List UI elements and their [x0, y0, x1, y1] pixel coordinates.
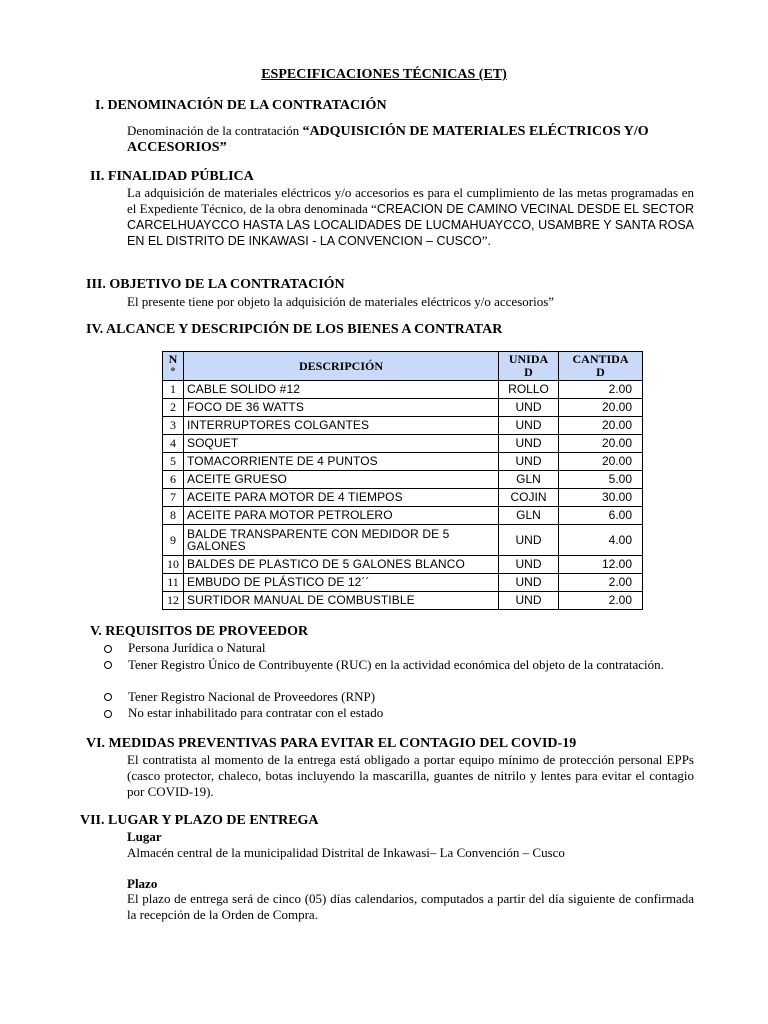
- table-row: [163, 417, 643, 435]
- row-quantity: 20.00: [559, 435, 643, 453]
- section-7-heading: VII. LUGAR Y PLAZO DE ENTREGA: [80, 813, 319, 828]
- row-unit: GLN: [499, 507, 559, 525]
- row-unit: UND: [499, 453, 559, 471]
- row-unit: UND: [499, 399, 559, 417]
- row-quantity: 2.00: [559, 381, 643, 399]
- table-row: [163, 435, 643, 453]
- row-quantity: 2.00: [559, 574, 643, 592]
- bullet-icon: [104, 661, 112, 669]
- table-row: [163, 471, 643, 489]
- table-row: [163, 525, 643, 556]
- row-quantity: 20.00: [559, 453, 643, 471]
- row-number: 7: [163, 489, 184, 507]
- row-description: BALDE TRANSPARENTE CON MEDIDOR DE 5 GALONES: [184, 525, 499, 556]
- list-item: Tener Registro Único de Contribuyente (RUC) en la actividad económica del objeto de la contratación.: [128, 657, 664, 672]
- bullet-icon: [104, 645, 112, 653]
- bullet-icon: [104, 693, 112, 701]
- section-1-heading: I. DENOMINACIÓN DE LA CONTRATACIÓN: [95, 98, 387, 113]
- table-row: [163, 574, 643, 592]
- table-row: [163, 592, 643, 610]
- denomination-name-line1: “ADQUISICIÓN DE MATERIALES ELÉCTRICOS Y/O: [302, 124, 649, 139]
- row-description: CABLE SOLIDO #12: [184, 381, 499, 399]
- row-quantity: 12.00: [559, 556, 643, 574]
- row-unit: UND: [499, 417, 559, 435]
- table-row: [163, 399, 643, 417]
- table-header-row: [163, 352, 643, 381]
- row-description: SURTIDOR MANUAL DE COMBUSTIBLE: [184, 592, 499, 610]
- row-number: 9: [163, 525, 184, 556]
- section-6-text: El contratista al momento de la entrega está obligado a portar equipo mínimo de protección personal EPPs (casco protector, chaleco, botas incluyendo la mascarilla, guantes de nitrilo y lentes para evitar el contagio por COVID-19).: [127, 752, 694, 799]
- row-unit: UND: [499, 574, 559, 592]
- row-quantity: 5.00: [559, 471, 643, 489]
- row-description: TOMACORRIENTE DE 4 PUNTOS: [184, 453, 499, 471]
- section-2-text-part1: La adquisición de materiales eléctricos y/o accesorios es para el cumplimiento de las metas programadas en el Expediente Técnico, de la obra denominada “: [127, 185, 694, 216]
- materials-table: [162, 351, 643, 610]
- place-label: Lugar: [127, 829, 162, 844]
- row-quantity: 20.00: [559, 417, 643, 435]
- row-unit: UND: [499, 525, 559, 556]
- row-number: 8: [163, 507, 184, 525]
- row-number: 10: [163, 556, 184, 574]
- section-1-denomination-line2: [127, 139, 227, 156]
- row-number: 4: [163, 435, 184, 453]
- section-4-heading: IV. ALCANCE Y DESCRIPCIÓN DE LOS BIENES A CONTRATAR: [86, 322, 503, 337]
- row-unit: GLN: [499, 471, 559, 489]
- row-description: SOQUET: [184, 435, 499, 453]
- row-number: 2: [163, 399, 184, 417]
- row-unit: ROLLO: [499, 381, 559, 399]
- row-unit: UND: [499, 592, 559, 610]
- table-row: [163, 556, 643, 574]
- row-description: FOCO DE 36 WATTS: [184, 399, 499, 417]
- section-3-heading: III. OBJETIVO DE LA CONTRATACIÓN: [86, 277, 345, 292]
- document-title: ESPECIFICACIONES TÉCNICAS (ET): [261, 67, 507, 82]
- place-text: Almacén central de la municipalidad Distrital de Inkawasi– La Convención – Cusco: [127, 845, 565, 860]
- row-quantity: 2.00: [559, 592, 643, 610]
- denomination-name-line2: ACCESORIOS”: [127, 140, 227, 155]
- section-2-heading: II. FINALIDAD PÚBLICA: [90, 169, 254, 184]
- denomination-lead: Denominación de la contratación: [127, 123, 300, 138]
- row-quantity: 6.00: [559, 507, 643, 525]
- row-description: INTERRUPTORES COLGANTES: [184, 417, 499, 435]
- table-row: [163, 507, 643, 525]
- header-no: N º: [163, 352, 184, 381]
- section-1-denomination: [127, 123, 717, 140]
- row-description: BALDES DE PLASTICO DE 5 GALONES BLANCO: [184, 556, 499, 574]
- row-number: 5: [163, 453, 184, 471]
- row-description: ACEITE PARA MOTOR DE 4 TIEMPOS: [184, 489, 499, 507]
- row-description: ACEITE PARA MOTOR PETROLERO: [184, 507, 499, 525]
- bullet-icon: [104, 710, 112, 718]
- term-text: El plazo de entrega será de cinco (05) días calendarios, computados a partir del día siguiente de confirmada la recepción de la Orden de Compra.: [127, 891, 694, 922]
- section-2-text-part3: ”.: [481, 233, 491, 248]
- row-unit: UND: [499, 556, 559, 574]
- header-quantity: CANTIDA D: [559, 352, 643, 381]
- table-row: [163, 381, 643, 399]
- section-2-project-name: CREACION DE CAMINO VECINAL DESDE EL SECTOR CARCELHUAYCCO HASTA LAS LOCALIDADES DE LUCMAHUAYCCO, USAMBRE Y SANTA ROSA EN EL DISTRITO DE INKAWASI - LA CONVENCION – CUSCO: [127, 202, 694, 248]
- row-unit: COJIN: [499, 489, 559, 507]
- section-6-heading: VI. MEDIDAS PREVENTIVAS PARA EVITAR EL CONTAGIO DEL COVID-19: [86, 736, 577, 751]
- list-item: Persona Jurídica o Natural: [128, 640, 266, 655]
- row-quantity: 4.00: [559, 525, 643, 556]
- row-description: EMBUDO DE PLÁSTICO DE 12´´: [184, 574, 499, 592]
- list-item: No estar inhabilitado para contratar con el estado: [128, 705, 384, 720]
- section-2-text: [127, 185, 694, 249]
- header-unit: UNIDA D: [499, 352, 559, 381]
- row-unit: UND: [499, 435, 559, 453]
- row-number: 3: [163, 417, 184, 435]
- header-description: DESCRIPCIÓN: [184, 352, 499, 381]
- list-item: Tener Registro Nacional de Proveedores (RNP): [128, 689, 376, 704]
- row-quantity: 20.00: [559, 399, 643, 417]
- term-label: Plazo: [127, 876, 158, 891]
- row-number: 6: [163, 471, 184, 489]
- table-row: [163, 453, 643, 471]
- table-row: [163, 489, 643, 507]
- section-5-heading: V. REQUISITOS DE PROVEEDOR: [90, 624, 309, 639]
- row-number: 11: [163, 574, 184, 592]
- row-number: 12: [163, 592, 184, 610]
- row-description: ACEITE GRUESO: [184, 471, 499, 489]
- section-3-text: El presente tiene por objeto la adquisición de materiales eléctricos y/o accesorios”: [127, 294, 555, 309]
- row-number: 1: [163, 381, 184, 399]
- row-quantity: 30.00: [559, 489, 643, 507]
